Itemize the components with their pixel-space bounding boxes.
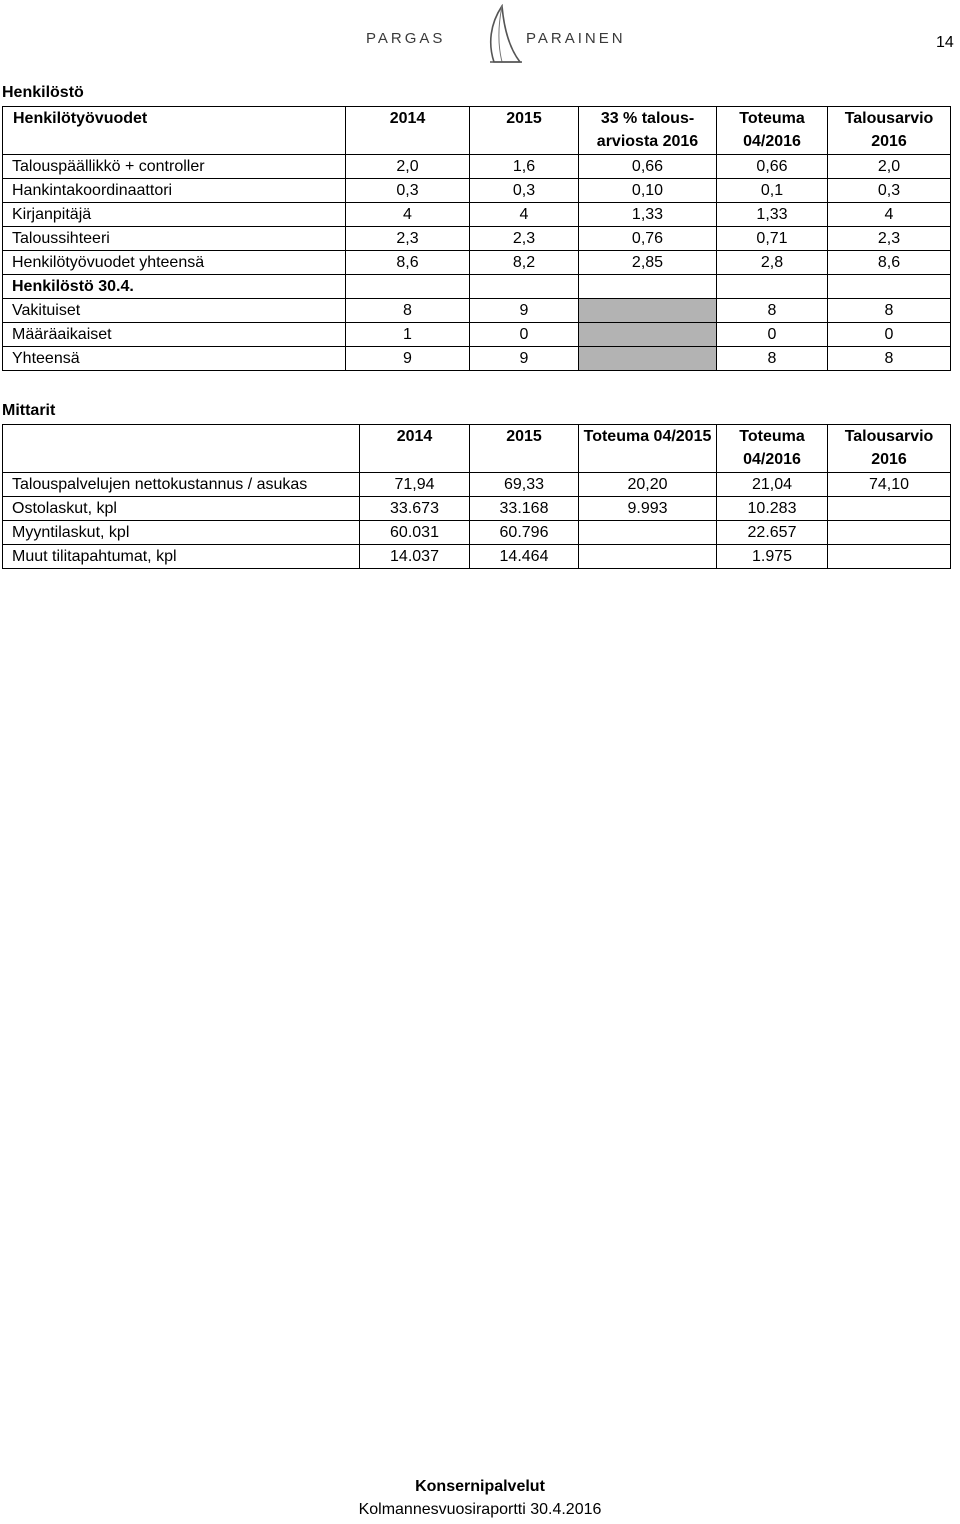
row-label: Määräaikaiset <box>3 323 346 347</box>
cell <box>579 275 717 299</box>
section-title-henkilosto: Henkilöstö <box>2 84 84 101</box>
column-header: Henkilötyövuodet <box>3 107 346 155</box>
cell: 0 <box>470 323 579 347</box>
table-subheader-row <box>3 275 951 299</box>
cell: 2,85 <box>579 251 717 275</box>
cell: 0 <box>717 323 828 347</box>
column-header: 2014 <box>346 107 470 155</box>
cell: 71,94 <box>360 473 470 497</box>
cell: 0,3 <box>828 179 951 203</box>
footer-title: Konsernipalvelut <box>415 1478 545 1495</box>
logo-text-left: PARGAS <box>366 30 446 47</box>
cell: 4 <box>470 203 579 227</box>
cell: 60.031 <box>360 521 470 545</box>
cell <box>717 275 828 299</box>
cell <box>579 545 717 569</box>
cell: 0,3 <box>346 179 470 203</box>
cell <box>828 545 951 569</box>
column-header <box>3 425 360 473</box>
page-number: 14 <box>936 34 954 51</box>
cell: 8 <box>717 299 828 323</box>
cell: 21,04 <box>717 473 828 497</box>
column-header: Talousarvio 2016 <box>828 107 951 155</box>
cell: 8,2 <box>470 251 579 275</box>
row-label: Ostolaskut, kpl <box>3 497 360 521</box>
shaded-cell <box>579 347 717 371</box>
table-header-row <box>3 107 951 155</box>
cell: 1,6 <box>470 155 579 179</box>
cell: 74,10 <box>828 473 951 497</box>
footer-subtitle: Kolmannesvuosiraportti 30.4.2016 <box>358 1501 602 1518</box>
cell: 1 <box>346 323 470 347</box>
column-header: Toteuma 04/2016 <box>717 107 828 155</box>
subheader-label: Henkilöstö 30.4. <box>3 275 346 299</box>
column-header: Toteuma 04/2015 <box>579 425 717 473</box>
table-row <box>3 473 951 497</box>
table-row <box>3 545 951 569</box>
cell: 0,10 <box>579 179 717 203</box>
cell: 0,66 <box>579 155 717 179</box>
row-label: Henkilötyövuodet yhteensä <box>3 251 346 275</box>
table-row <box>3 203 951 227</box>
shaded-cell <box>579 299 717 323</box>
row-label: Vakituiset <box>3 299 346 323</box>
cell <box>470 275 579 299</box>
cell: 14.037 <box>360 545 470 569</box>
column-header: 2014 <box>360 425 470 473</box>
cell: 2,3 <box>470 227 579 251</box>
cell <box>579 521 717 545</box>
cell: 1,33 <box>579 203 717 227</box>
cell: 9 <box>470 347 579 371</box>
cell <box>828 497 951 521</box>
row-label: Talouspäällikkö + controller <box>3 155 346 179</box>
cell: 1.975 <box>717 545 828 569</box>
cell: 2,3 <box>346 227 470 251</box>
cell: 9 <box>470 299 579 323</box>
table-row <box>3 497 951 521</box>
row-label: Taloussihteeri <box>3 227 346 251</box>
table-row <box>3 521 951 545</box>
column-header: Toteuma 04/2016 <box>717 425 828 473</box>
cell: 22.657 <box>717 521 828 545</box>
cell: 1,33 <box>717 203 828 227</box>
cell: 33.168 <box>470 497 579 521</box>
cell: 10.283 <box>717 497 828 521</box>
cell: 9 <box>346 347 470 371</box>
cell <box>828 275 951 299</box>
shaded-cell <box>579 323 717 347</box>
column-header: 2015 <box>470 107 579 155</box>
sail-logo-icon <box>480 4 526 66</box>
cell: 8 <box>717 347 828 371</box>
row-label: Talouspalvelujen nettokustannus / asukas <box>3 473 360 497</box>
cell: 8,6 <box>828 251 951 275</box>
mittarit-table <box>2 424 951 569</box>
cell: 8,6 <box>346 251 470 275</box>
table-row <box>3 323 951 347</box>
row-label: Hankintakoordinaattori <box>3 179 346 203</box>
row-label: Myyntilaskut, kpl <box>3 521 360 545</box>
table-row <box>3 347 951 371</box>
table-row <box>3 179 951 203</box>
cell: 8 <box>828 299 951 323</box>
row-label: Kirjanpitäjä <box>3 203 346 227</box>
cell: 2,0 <box>346 155 470 179</box>
table-row <box>3 299 951 323</box>
logo <box>362 4 632 64</box>
cell: 14.464 <box>470 545 579 569</box>
cell: 60.796 <box>470 521 579 545</box>
table-row <box>3 155 951 179</box>
column-header: Talousarvio 2016 <box>828 425 951 473</box>
cell: 2,8 <box>717 251 828 275</box>
cell: 2,3 <box>828 227 951 251</box>
column-header: 33 % talous-arviosta 2016 <box>579 107 717 155</box>
cell: 2,0 <box>828 155 951 179</box>
cell: 8 <box>346 299 470 323</box>
cell: 0,71 <box>717 227 828 251</box>
table-row <box>3 227 951 251</box>
section-title-mittarit: Mittarit <box>2 402 56 419</box>
cell: 0 <box>828 323 951 347</box>
column-header: 2015 <box>470 425 579 473</box>
logo-text-right: PARAINEN <box>526 30 626 47</box>
cell: 33.673 <box>360 497 470 521</box>
henkilosto-table <box>2 106 951 371</box>
cell: 4 <box>828 203 951 227</box>
table-row <box>3 251 951 275</box>
table-header-row <box>3 425 951 473</box>
cell: 0,76 <box>579 227 717 251</box>
cell <box>828 521 951 545</box>
cell <box>346 275 470 299</box>
cell: 0,66 <box>717 155 828 179</box>
cell: 69,33 <box>470 473 579 497</box>
cell: 0,1 <box>717 179 828 203</box>
row-label: Muut tilitapahtumat, kpl <box>3 545 360 569</box>
cell: 9.993 <box>579 497 717 521</box>
cell: 4 <box>346 203 470 227</box>
cell: 0,3 <box>470 179 579 203</box>
cell: 20,20 <box>579 473 717 497</box>
cell: 8 <box>828 347 951 371</box>
row-label: Yhteensä <box>3 347 346 371</box>
